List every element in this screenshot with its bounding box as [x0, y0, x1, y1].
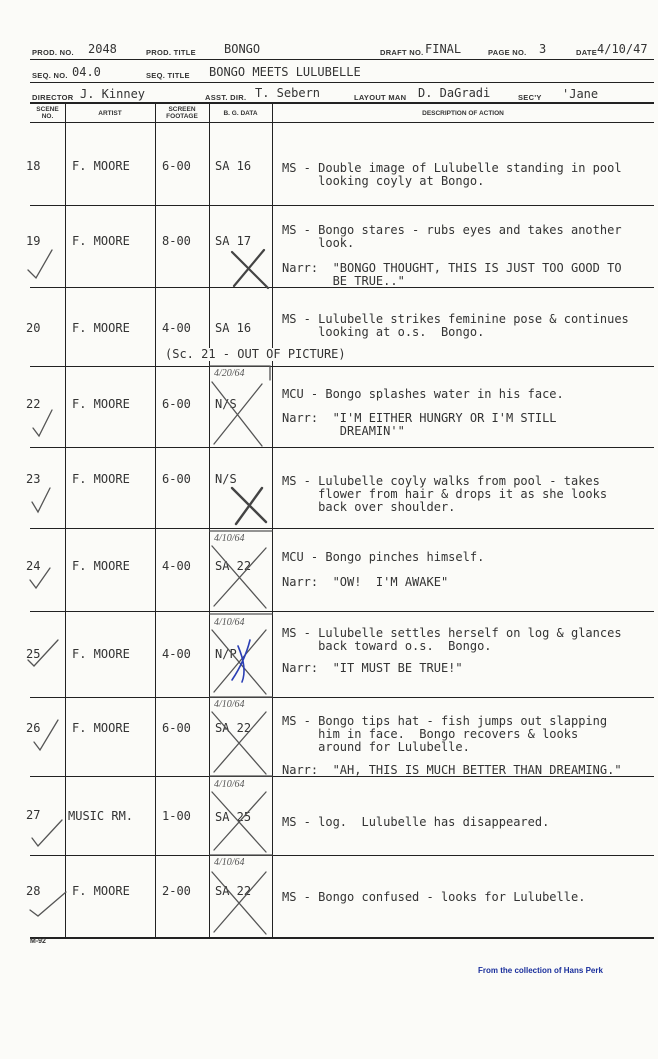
director-value: J. Kinney [80, 87, 146, 101]
draft-no-value: FINAL [425, 42, 462, 56]
footage-cell: 8-00 [162, 234, 191, 248]
check-mark-icon [32, 820, 62, 846]
cross-out-mark [232, 250, 268, 288]
narration-text: Narr: "IT MUST BE TRUE!" [282, 661, 463, 675]
col-header-footage: SCREEN FOOTAGE [166, 106, 198, 120]
row-rule [30, 447, 654, 448]
scene-number: 25 [26, 647, 41, 661]
secy-label: SEC'Y [518, 93, 542, 102]
page-no-label: PAGE NO. [488, 48, 527, 57]
row-rule [30, 697, 654, 698]
scene-number: 23 [26, 472, 41, 486]
action-description: MS - Bongo tips hat - fish jumps out slapping him in face. Bongo recovers & looks around for Lulubelle. [282, 714, 608, 754]
column-divider [272, 102, 273, 938]
pencil-date: 4/10/64 [214, 533, 245, 544]
artist-cell: MUSIC RM. [68, 809, 134, 823]
row-rule [30, 528, 654, 529]
col-header-description: DESCRIPTION OF ACTION [422, 110, 504, 117]
artist-cell: F. MOORE [72, 559, 130, 573]
form-code: M-92 [30, 938, 46, 945]
bg-data-cell: N/S [215, 472, 237, 486]
cross-out-mark [232, 488, 266, 524]
artist-cell: F. MOORE [72, 159, 130, 173]
header-rule [30, 59, 654, 60]
layout-man-value: D. DaGradi [418, 86, 491, 100]
page-no-value: 3 [539, 42, 547, 56]
pencil-date: 4/10/64 [214, 779, 245, 790]
row-rule [30, 366, 654, 367]
action-description: MS - Bongo stares - rubs eyes and takes another look. [282, 223, 622, 250]
asst-dir-value: T. Sebern [255, 86, 321, 100]
artist-cell: F. MOORE [72, 234, 130, 248]
column-divider [155, 102, 156, 938]
table-top-rule [30, 102, 654, 104]
bg-data-cell: SA 16 [215, 159, 252, 173]
column-header-rule [30, 122, 654, 123]
narration-text: Narr: "I'M EITHER HUNGRY OR I'M STILL DREAMIN'" [282, 411, 557, 438]
pencil-date: 4/10/64 [214, 857, 245, 868]
bg-data-cell: N/S [215, 397, 237, 411]
footage-cell: 4-00 [162, 559, 191, 573]
cross-out-mark [212, 630, 266, 694]
seq-title-label: SEQ. TITLE [146, 71, 190, 80]
action-description: MS - Lulubelle strikes feminine pose & continues looking at o.s. Bongo. [282, 312, 629, 339]
row-rule [30, 611, 654, 612]
col-header-scene: SCENE NO. [36, 106, 59, 120]
scene-number: 27 [26, 808, 41, 822]
table-bottom-rule [30, 937, 654, 939]
narration-text: Narr: "AH, THIS IS MUCH BETTER THAN DREAMING." [282, 763, 622, 777]
footage-cell: 6-00 [162, 472, 191, 486]
artist-cell: F. MOORE [72, 321, 130, 335]
cross-out-mark [212, 382, 262, 446]
action-description: MS - log. Lulubelle has disappeared. [282, 815, 550, 829]
action-description: MCU - Bongo splashes water in his face. [282, 387, 564, 401]
secy-value: 'Jane [562, 87, 599, 101]
bg-data-cell: SA 22 [215, 884, 252, 898]
action-description: MS - Bongo confused - looks for Lulubelle. [282, 890, 586, 904]
bg-data-cell: SA 22 [215, 721, 252, 735]
layout-man-label: LAYOUT MAN [354, 93, 407, 102]
header-rule [30, 82, 654, 83]
bg-data-cell: N/P [215, 647, 237, 661]
pencil-date: 4/20/64 [214, 368, 245, 379]
artist-cell: F. MOORE [72, 472, 130, 486]
scene-number: 19 [26, 234, 41, 248]
out-of-picture-note: (Sc. 21 - OUT OF PICTURE) [165, 347, 346, 361]
scene-number: 26 [26, 721, 41, 735]
bg-data-cell: SA 17 [215, 234, 252, 248]
director-label: DIRECTOR [32, 93, 74, 102]
narration-text: Narr: "BONGO THOUGHT, THIS IS JUST TOO GOOD TO BE TRUE.." [282, 261, 622, 288]
date-label: DATE [576, 48, 598, 57]
scene-number: 20 [26, 321, 41, 335]
seq-title-value: BONGO MEETS LULUBELLE [209, 65, 361, 79]
scene-number: 18 [26, 159, 41, 173]
seq-no-value: 04.0 [72, 65, 101, 79]
col-header-artist: ARTIST [98, 110, 122, 117]
asst-dir-label: ASST. DIR. [205, 93, 247, 102]
pencil-date: 4/10/64 [214, 699, 245, 710]
row-rule [30, 855, 654, 856]
draft-no-label: DRAFT NO. [380, 48, 424, 57]
footage-cell: 2-00 [162, 884, 191, 898]
bg-data-cell: SA 25 [215, 810, 252, 824]
footage-cell: 6-00 [162, 721, 191, 735]
footage-cell: 4-00 [162, 321, 191, 335]
narration-text: Narr: "OW! I'M AWAKE" [282, 575, 449, 589]
cross-out-mark [212, 546, 266, 608]
col-header-bg: B. G. DATA [223, 110, 258, 117]
action-description: MS - Lulubelle settles herself on log & glances back toward o.s. Bongo. [282, 626, 622, 653]
column-divider [209, 102, 210, 938]
artist-cell: F. MOORE [72, 647, 130, 661]
scene-number: 24 [26, 559, 41, 573]
footage-cell: 4-00 [162, 647, 191, 661]
check-mark-icon [33, 410, 52, 436]
cross-out-mark [212, 872, 266, 934]
artist-cell: F. MOORE [72, 721, 130, 735]
action-description: MCU - Bongo pinches himself. [282, 550, 485, 564]
footage-cell: 6-00 [162, 397, 191, 411]
check-mark-icon [28, 250, 52, 278]
row-rule [30, 205, 654, 206]
artist-cell: F. MOORE [72, 397, 130, 411]
action-description: MS - Double image of Lulubelle standing in pool looking coyly at Bongo. [282, 161, 622, 188]
scene-number: 22 [26, 397, 41, 411]
footage-cell: 6-00 [162, 159, 191, 173]
seq-no-label: SEQ. NO. [32, 71, 68, 80]
date-value: 4/10/47 [597, 42, 648, 56]
bg-data-cell: SA 16 [215, 321, 252, 335]
footage-cell: 1-00 [162, 809, 191, 823]
prod-title-value: BONGO [224, 42, 261, 56]
pencil-date: 4/10/64 [214, 617, 245, 628]
prod-title-label: PROD. TITLE [146, 48, 196, 57]
column-divider [65, 102, 66, 938]
artist-cell: F. MOORE [72, 884, 130, 898]
action-description: MS - Lulubelle coyly walks from pool - takes flower from hair & drops it as she looks back over shoulder. [282, 474, 608, 514]
collection-credit: From the collection of Hans Perk [478, 966, 603, 975]
bg-data-cell: SA 22 [215, 559, 252, 573]
check-mark-icon [32, 488, 50, 512]
scene-number: 28 [26, 884, 41, 898]
prod-no-label: PROD. NO. [32, 48, 74, 57]
prod-no-value: 2048 [88, 42, 117, 56]
